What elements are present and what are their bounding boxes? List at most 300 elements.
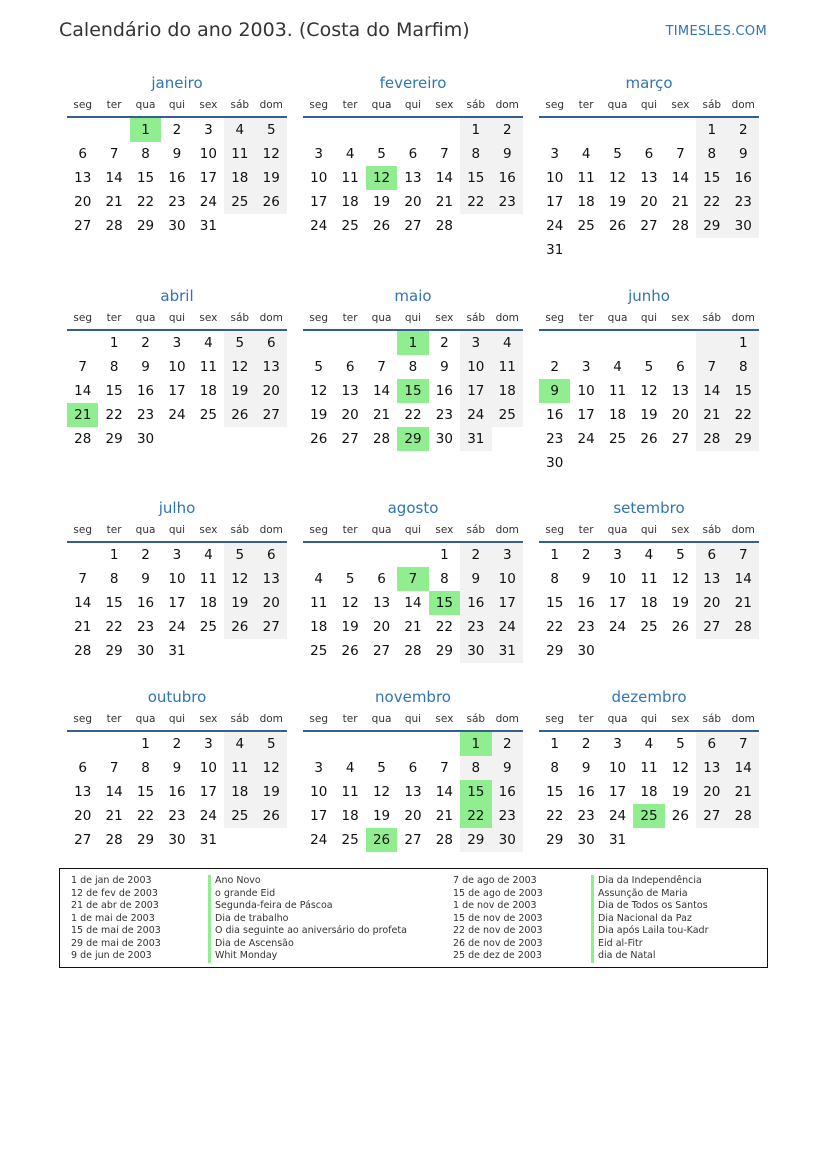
day-cell: 28 (74, 431, 92, 447)
day-cell: 16 (168, 784, 186, 800)
empty-day-cell (728, 828, 759, 852)
day-cell: 30 (460, 639, 491, 663)
day-cell: 28 (696, 427, 727, 451)
brand-link[interactable]: TIMESLES.COM (665, 24, 767, 39)
empty-day-cell (334, 118, 365, 142)
weekday-label: sáb (466, 524, 486, 536)
day-cell: 13 (256, 355, 287, 379)
day-cell: 11 (640, 760, 658, 776)
weekday-header (303, 708, 523, 732)
day-cell: 3 (204, 736, 213, 752)
day-cell: 19 (256, 780, 287, 804)
empty-day-cell (334, 732, 365, 756)
day-cell: 29 (105, 431, 123, 447)
holiday-list (59, 868, 768, 968)
day-cell: 26 (366, 828, 397, 852)
day-cell: 2 (728, 118, 759, 142)
day-cell: 1 (109, 335, 119, 351)
empty-day-cell (303, 118, 334, 142)
weekday-label: ter (106, 99, 122, 111)
day-cell: 17 (199, 170, 217, 186)
day-cell: 8 (141, 146, 150, 162)
day-cell: 24 (199, 808, 217, 824)
empty-day-cell (570, 238, 601, 262)
day-cell: 6 (78, 146, 87, 162)
day-cell: 30 (168, 218, 186, 234)
day-cell: 5 (314, 359, 323, 375)
day-cell: 14 (435, 170, 453, 186)
day-cell: 14 (74, 595, 92, 611)
day-cell: 9 (728, 142, 759, 166)
holiday-name: Dia após Laila tou-Kadr (591, 925, 708, 938)
day-cell: 3 (314, 146, 323, 162)
day-cell: 24 (199, 194, 217, 210)
month-novembro (303, 686, 523, 852)
day-cell: 12 (608, 170, 627, 186)
weekday-label: seg (73, 524, 93, 536)
day-cell: 20 (404, 808, 422, 824)
weekday-label: sex (435, 312, 454, 324)
empty-day-cell (303, 543, 334, 567)
day-cell: 25 (310, 643, 328, 659)
day-cell: 17 (492, 591, 523, 615)
empty-day-cell (570, 118, 601, 142)
empty-day-cell (696, 451, 727, 475)
weekday-label: seg (545, 312, 565, 324)
day-cell: 25 (577, 218, 595, 234)
day-cell: 15 (136, 170, 155, 186)
day-cell: 20 (671, 407, 689, 423)
day-cell: 20 (372, 619, 391, 635)
day-cell: 8 (109, 359, 119, 375)
day-cell: 1 (550, 547, 559, 563)
day-cell: 23 (136, 407, 155, 423)
day-cell: 7 (397, 567, 428, 591)
day-cell: 8 (728, 355, 759, 379)
day-cell: 30 (136, 431, 155, 447)
weekday-label: dom (495, 524, 519, 536)
day-cell: 26 (256, 804, 287, 828)
day-cell: 17 (310, 808, 328, 824)
empty-day-cell (570, 331, 601, 355)
day-cell: 5 (224, 543, 255, 567)
day-cell: 29 (105, 643, 123, 659)
weekday-label: dom (259, 99, 283, 111)
day-cell: 22 (136, 808, 155, 824)
day-cell: 14 (435, 784, 453, 800)
day-cell: 5 (345, 571, 355, 587)
day-cell: 31 (608, 832, 627, 848)
weekday-label: seg (309, 99, 329, 111)
weekday-label: sex (671, 99, 690, 111)
month-name: fevereiro (379, 74, 447, 92)
holiday-date: 1 de nov de 2003 (453, 900, 537, 911)
day-cell: 1 (728, 331, 759, 355)
day-cell: 17 (608, 595, 627, 611)
day-cell: 8 (696, 142, 727, 166)
weekday-label: qua (371, 312, 392, 324)
day-grid (539, 331, 759, 475)
day-cell: 4 (224, 118, 255, 142)
day-cell: 2 (492, 732, 523, 756)
day-cell: 24 (577, 431, 595, 447)
day-cell: 21 (74, 619, 92, 635)
weekday-header (303, 307, 523, 331)
weekday-label: qua (371, 713, 392, 725)
day-cell: 16 (136, 595, 155, 611)
empty-day-cell (366, 543, 397, 567)
weekday-label: seg (73, 99, 93, 111)
day-cell: 21 (696, 403, 727, 427)
holiday-name: Whit Monday (208, 950, 407, 963)
weekday-label: qui (640, 524, 658, 536)
day-cell: 5 (676, 736, 685, 752)
day-cell: 28 (671, 218, 689, 234)
day-cell: 29 (546, 832, 564, 848)
day-cell: 21 (105, 808, 123, 824)
day-cell: 8 (550, 571, 559, 587)
day-cell: 26 (224, 403, 255, 427)
holiday-date: 29 de mai de 2003 (71, 937, 161, 949)
weekday-label: seg (545, 524, 565, 536)
empty-day-cell (193, 639, 224, 663)
day-cell: 15 (728, 379, 759, 403)
day-cell: 7 (728, 732, 759, 756)
day-cell: 18 (224, 780, 255, 804)
weekday-label: sáb (702, 524, 722, 536)
day-grid (539, 543, 759, 663)
day-cell: 9 (141, 571, 150, 587)
holiday-name: Eid al-Fitr (591, 938, 708, 951)
holiday-name: Dia de Ascensão (208, 938, 407, 951)
day-cell: 15 (696, 166, 727, 190)
day-cell: 12 (256, 756, 287, 780)
day-cell: 5 (224, 331, 255, 355)
day-cell: 12 (224, 567, 255, 591)
day-cell: 11 (224, 142, 255, 166)
day-cell: 7 (676, 146, 685, 162)
day-cell: 18 (492, 379, 523, 403)
day-cell: 28 (404, 643, 422, 659)
day-cell: 27 (404, 832, 422, 848)
day-cell: 14 (728, 756, 759, 780)
day-cell: 26 (256, 190, 287, 214)
day-cell: 13 (372, 595, 391, 611)
day-cell: 5 (644, 359, 654, 375)
day-cell: 25 (199, 407, 217, 423)
day-cell: 22 (546, 808, 564, 824)
empty-day-cell (696, 331, 727, 355)
day-cell: 24 (168, 619, 186, 635)
weekday-header (539, 708, 759, 732)
day-cell: 29 (696, 214, 727, 238)
day-cell: 24 (546, 218, 564, 234)
day-cell: 16 (492, 780, 523, 804)
day-cell: 25 (608, 431, 627, 447)
day-cell: 2 (492, 118, 523, 142)
weekday-label: sex (671, 524, 690, 536)
weekday-label: ter (106, 524, 122, 536)
weekday-label: dom (259, 524, 283, 536)
weekday-label: sáb (702, 312, 722, 324)
weekday-header (303, 94, 523, 118)
empty-day-cell (366, 732, 397, 756)
day-cell: 7 (440, 760, 449, 776)
day-cell: 22 (105, 619, 123, 635)
month-name: novembro (375, 688, 451, 706)
day-cell: 15 (460, 166, 491, 190)
empty-day-cell (429, 732, 460, 756)
day-cell: 13 (640, 170, 658, 186)
day-cell: 20 (74, 194, 92, 210)
weekday-label: sex (199, 99, 218, 111)
day-cell: 12 (366, 166, 397, 190)
weekday-label: seg (309, 713, 329, 725)
day-cell: 10 (168, 359, 186, 375)
empty-day-cell (256, 214, 287, 238)
holiday-date: 25 de dez de 2003 (453, 950, 542, 961)
day-cell: 11 (608, 383, 627, 399)
empty-day-cell (633, 118, 664, 142)
day-cell: 7 (728, 543, 759, 567)
day-cell: 24 (310, 218, 328, 234)
empty-day-cell (696, 828, 727, 852)
day-cell: 16 (546, 407, 564, 423)
day-cell: 18 (341, 808, 359, 824)
month-abril (67, 285, 287, 451)
day-cell: 20 (640, 194, 658, 210)
day-cell: 13 (671, 383, 689, 399)
empty-day-cell (696, 238, 727, 262)
day-cell: 24 (168, 407, 186, 423)
day-cell: 13 (74, 784, 92, 800)
weekday-label: qui (168, 524, 186, 536)
day-cell: 9 (581, 760, 591, 776)
day-cell: 16 (168, 170, 186, 186)
empty-day-cell (224, 214, 255, 238)
holiday-name: Dia de Todos os Santos (591, 900, 708, 913)
day-cell: 2 (172, 736, 182, 752)
weekday-label: sex (199, 713, 218, 725)
empty-day-cell (665, 451, 696, 475)
day-cell: 14 (728, 567, 759, 591)
day-cell: 28 (74, 643, 92, 659)
empty-day-cell (224, 828, 255, 852)
month-janeiro (67, 72, 287, 238)
day-cell: 6 (377, 571, 386, 587)
weekday-label: dom (259, 713, 283, 725)
day-cell: 9 (539, 379, 570, 403)
weekday-label: qui (640, 99, 658, 111)
day-cell: 1 (130, 118, 161, 142)
weekday-label: qui (640, 713, 658, 725)
empty-day-cell (633, 238, 664, 262)
day-cell: 18 (640, 784, 658, 800)
day-cell: 15 (397, 379, 428, 403)
day-cell: 4 (314, 571, 323, 587)
weekday-label: ter (342, 524, 358, 536)
day-cell: 20 (256, 379, 287, 403)
day-cell: 3 (204, 122, 213, 138)
holiday-name: Ano Novo (208, 875, 407, 888)
empty-day-cell (492, 427, 523, 451)
holiday-date: 12 de fev de 2003 (71, 887, 158, 899)
day-cell: 4 (204, 547, 213, 563)
weekday-label: sáb (702, 713, 722, 725)
weekday-label: sáb (466, 99, 486, 111)
day-cell: 1 (460, 118, 491, 142)
day-cell: 29 (435, 643, 453, 659)
day-cell: 12 (671, 571, 689, 587)
empty-day-cell (633, 639, 664, 663)
empty-day-cell (602, 238, 633, 262)
empty-day-cell (366, 331, 397, 355)
day-cell: 14 (105, 170, 123, 186)
empty-day-cell (633, 828, 664, 852)
day-cell: 11 (640, 571, 658, 587)
day-cell: 22 (404, 407, 422, 423)
day-cell: 8 (408, 359, 418, 375)
day-grid (539, 732, 759, 852)
day-cell: 28 (372, 431, 391, 447)
day-cell: 26 (224, 615, 255, 639)
day-cell: 7 (377, 359, 386, 375)
day-cell: 29 (136, 218, 155, 234)
day-cell: 16 (136, 383, 155, 399)
day-grid (67, 331, 287, 451)
weekday-label: qua (135, 713, 156, 725)
day-cell: 12 (310, 383, 328, 399)
empty-day-cell (224, 427, 255, 451)
empty-day-cell (429, 118, 460, 142)
weekday-header (539, 94, 759, 118)
day-cell: 22 (435, 619, 453, 635)
weekday-label: qui (404, 312, 422, 324)
day-cell: 27 (404, 218, 422, 234)
day-cell: 8 (141, 760, 150, 776)
day-cell: 2 (581, 736, 591, 752)
day-cell: 31 (546, 242, 564, 258)
day-grid (303, 543, 523, 663)
day-cell: 27 (256, 403, 287, 427)
day-grid (303, 118, 523, 238)
day-cell: 10 (608, 571, 627, 587)
holiday-date: 7 de ago de 2003 (453, 875, 537, 886)
day-cell: 10 (168, 571, 186, 587)
day-cell: 27 (372, 643, 391, 659)
day-cell: 7 (109, 760, 119, 776)
day-cell: 17 (199, 784, 217, 800)
day-grid (303, 732, 523, 852)
day-cell: 25 (640, 619, 658, 635)
weekday-label: qui (640, 312, 658, 324)
day-cell: 23 (577, 619, 595, 635)
empty-day-cell (67, 331, 98, 355)
day-cell: 25 (199, 619, 217, 635)
day-cell: 14 (372, 383, 391, 399)
day-cell: 7 (78, 571, 87, 587)
day-cell: 7 (78, 359, 87, 375)
weekday-label: sex (671, 713, 690, 725)
weekday-label: dom (731, 524, 755, 536)
month-agosto (303, 497, 523, 663)
day-cell: 18 (577, 194, 595, 210)
weekday-header (67, 307, 287, 331)
holiday-name: o grande Eid (208, 888, 407, 901)
day-cell: 21 (435, 808, 453, 824)
day-cell: 19 (671, 784, 689, 800)
day-cell: 23 (136, 619, 155, 635)
day-cell: 23 (168, 194, 186, 210)
day-cell: 9 (492, 142, 523, 166)
month-junho (539, 285, 759, 475)
empty-day-cell (256, 427, 287, 451)
day-cell: 28 (728, 804, 759, 828)
day-cell: 23 (577, 808, 595, 824)
month-julho (67, 497, 287, 663)
holiday-date: 21 de abr de 2003 (71, 900, 159, 911)
day-cell: 19 (341, 619, 359, 635)
holiday-name: dia de Natal (591, 950, 708, 963)
day-cell: 6 (676, 359, 685, 375)
weekday-label: ter (578, 312, 594, 324)
day-cell: 15 (105, 383, 123, 399)
day-cell: 12 (640, 383, 658, 399)
weekday-header (539, 307, 759, 331)
empty-day-cell (334, 543, 365, 567)
day-cell: 29 (460, 828, 491, 852)
day-cell: 27 (696, 615, 727, 639)
day-cell: 30 (136, 643, 155, 659)
day-cell: 12 (224, 355, 255, 379)
empty-day-cell (539, 331, 570, 355)
weekday-label: qua (135, 524, 156, 536)
weekday-label: dom (731, 312, 755, 324)
day-cell: 31 (199, 832, 217, 848)
weekday-label: qui (404, 713, 422, 725)
day-cell: 20 (256, 591, 287, 615)
month-name: julho (158, 499, 196, 517)
empty-day-cell (602, 451, 633, 475)
day-cell: 6 (78, 760, 87, 776)
day-cell: 16 (577, 784, 595, 800)
day-cell: 1 (141, 736, 150, 752)
day-cell: 27 (640, 218, 658, 234)
day-cell: 17 (310, 194, 328, 210)
empty-day-cell (334, 331, 365, 355)
day-cell: 14 (105, 784, 123, 800)
holiday-date: 1 de mai de 2003 (71, 912, 155, 924)
weekday-label: qua (371, 99, 392, 111)
day-cell: 2 (141, 547, 150, 563)
day-cell: 23 (435, 407, 453, 423)
empty-day-cell (366, 118, 397, 142)
day-cell: 23 (728, 190, 759, 214)
day-cell: 22 (546, 619, 564, 635)
day-cell: 6 (345, 359, 355, 375)
day-cell: 18 (199, 383, 217, 399)
holiday-names-col-2 (591, 875, 708, 963)
weekday-label: sáb (702, 99, 722, 111)
day-cell: 13 (404, 784, 422, 800)
day-cell: 2 (440, 335, 449, 351)
day-cell: 18 (199, 595, 217, 611)
day-cell: 21 (435, 194, 453, 210)
day-cell: 14 (696, 379, 727, 403)
holiday-name: Dia de trabalho (208, 913, 407, 926)
day-cell: 10 (310, 170, 328, 186)
month-name: maio (394, 287, 432, 305)
